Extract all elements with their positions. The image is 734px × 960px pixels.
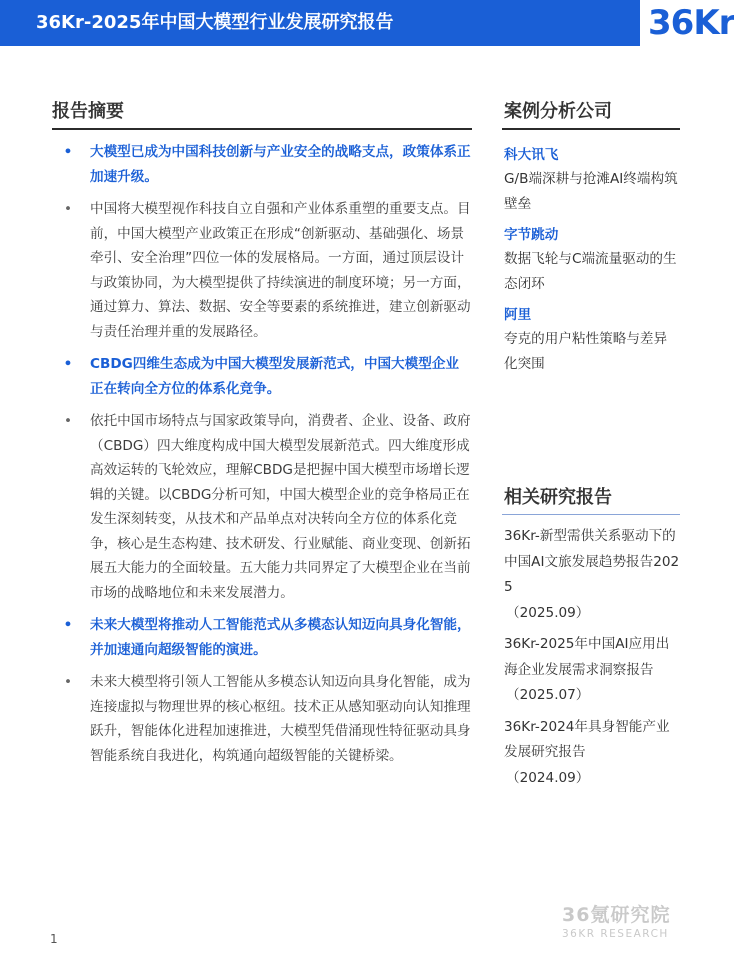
related-report-title: 36Kr-新型需供关系驱动下的中国AI文旅发展趋势报告2025 (504, 528, 680, 595)
summary-key-point (52, 613, 472, 662)
case-company-desc: 数据飞轮与C端流量驱动的生态闭环 (504, 251, 677, 292)
summary-key-point (52, 352, 472, 401)
case-company-name: 科大讯飞 (504, 147, 559, 163)
related-report-date: （2025.07） (506, 687, 590, 703)
related-report-title: 36Kr-2025年中国AI应用出海企业发展需求洞察报告 (504, 636, 670, 678)
related-report-list (504, 524, 680, 797)
case-company-desc: G/B端深耕与抢滩AI终端构筑壁垒 (504, 171, 678, 212)
summary-paragraph (52, 197, 472, 344)
logo-text: 36Kr (648, 3, 734, 43)
header-bar (0, 0, 640, 46)
bullet-text: 中国将大模型视作科技自立自强和产业体系重塑的重要支点。目前，中国大模型产业政策正在形成“创新驱动、基础强化、场景牵引、安全治理”四位一体的发展格局。一方面，通过顶层设计与政策协同，为大模型提供了持续演进的制度环境；另一方面，通过算力、算法、数据、安全等要素的系统推进，建立创新驱动与责任治理并重的发展路径。 (90, 201, 471, 340)
watermark-en: 36KR RESEARCH (562, 928, 669, 940)
summary-title: 报告摘要 (52, 101, 124, 122)
cases-title: 案例分析公司 (504, 101, 612, 122)
report-header (0, 0, 734, 46)
related-report-item[interactable] (504, 524, 680, 626)
bullet-text: CBDG四维生态成为中国大模型发展新范式，中国大模型企业正在转向全方位的体系化竞争。 (90, 356, 460, 397)
related-report-title: 36Kr-2024年具身智能产业发展研究报告 (504, 718, 670, 760)
case-list (504, 143, 680, 383)
bullet-marker: • (63, 413, 73, 429)
summary-key-point (52, 140, 472, 189)
related-title: 相关研究报告 (504, 487, 612, 508)
bullet-marker: • (63, 201, 73, 217)
related-report-date: （2024.09） (506, 769, 590, 786)
case-company-name: 阿里 (504, 307, 532, 323)
related-report-date: （2025.09） (506, 604, 590, 621)
page-number: 1 (50, 932, 58, 946)
bullet-marker: • (63, 144, 73, 160)
bullet-text: 未来大模型将推动人工智能范式从多模态认知迈向具身化智能，并加速通向超级智能的演进。 (90, 617, 471, 658)
bullet-text: 未来大模型将引领人工智能从多模态认知迈向具身化智能，成为连接虚拟与物理世界的核心枢纽。技术正从感知驱动向认知推理跃升，智能体化进程加速推进，大模型凭借涌现性特征驱动具身智能系统自我进化，构筑通向超级智能的关键桥梁。 (90, 674, 471, 764)
summary-title-rule (52, 128, 472, 130)
summary-list (52, 140, 472, 776)
watermark (562, 900, 692, 940)
bullet-marker: • (63, 356, 73, 372)
case-company-desc: 夸克的用户粘性策略与差异化突围 (504, 331, 668, 372)
brand-logo (640, 0, 734, 46)
related-report-item[interactable] (504, 715, 680, 792)
watermark-cn: 36氪研究院 (562, 904, 671, 926)
related-title-rule (502, 514, 680, 515)
bullet-marker: • (63, 617, 73, 633)
report-title: 36Kr-2025年中国大模型行业发展研究报告 (36, 12, 394, 33)
cases-title-rule (502, 128, 680, 130)
summary-paragraph (52, 670, 472, 768)
bullet-text: 依托中国市场特点与国家政策导向，消费者、企业、设备、政府（CBDG）四大维度构成中国大模型发展新范式。四大维度形成高效运转的飞轮效应，理解CBDG是把握中国大模型市场增长逻辑的关键。以CBDG分析可知，中国大模型企业的竞争格局正在发生深刻转变，从技术和产品单点对决转向全方位的体系化竞争，核心是生态构建、技术研发、行业赋能、商业变现、创新拓展五大能力的全面较量。五大能力共同界定了大模型企业在当前市场的战略地位和未来发展潜力。 (90, 413, 471, 601)
case-company-name: 字节跳动 (504, 227, 559, 243)
bullet-marker: • (63, 674, 73, 690)
bullet-text: 大模型已成为中国科技创新与产业安全的战略支点，政策体系正加速升级。 (90, 144, 471, 185)
summary-paragraph (52, 409, 472, 605)
related-report-item[interactable] (504, 632, 680, 709)
